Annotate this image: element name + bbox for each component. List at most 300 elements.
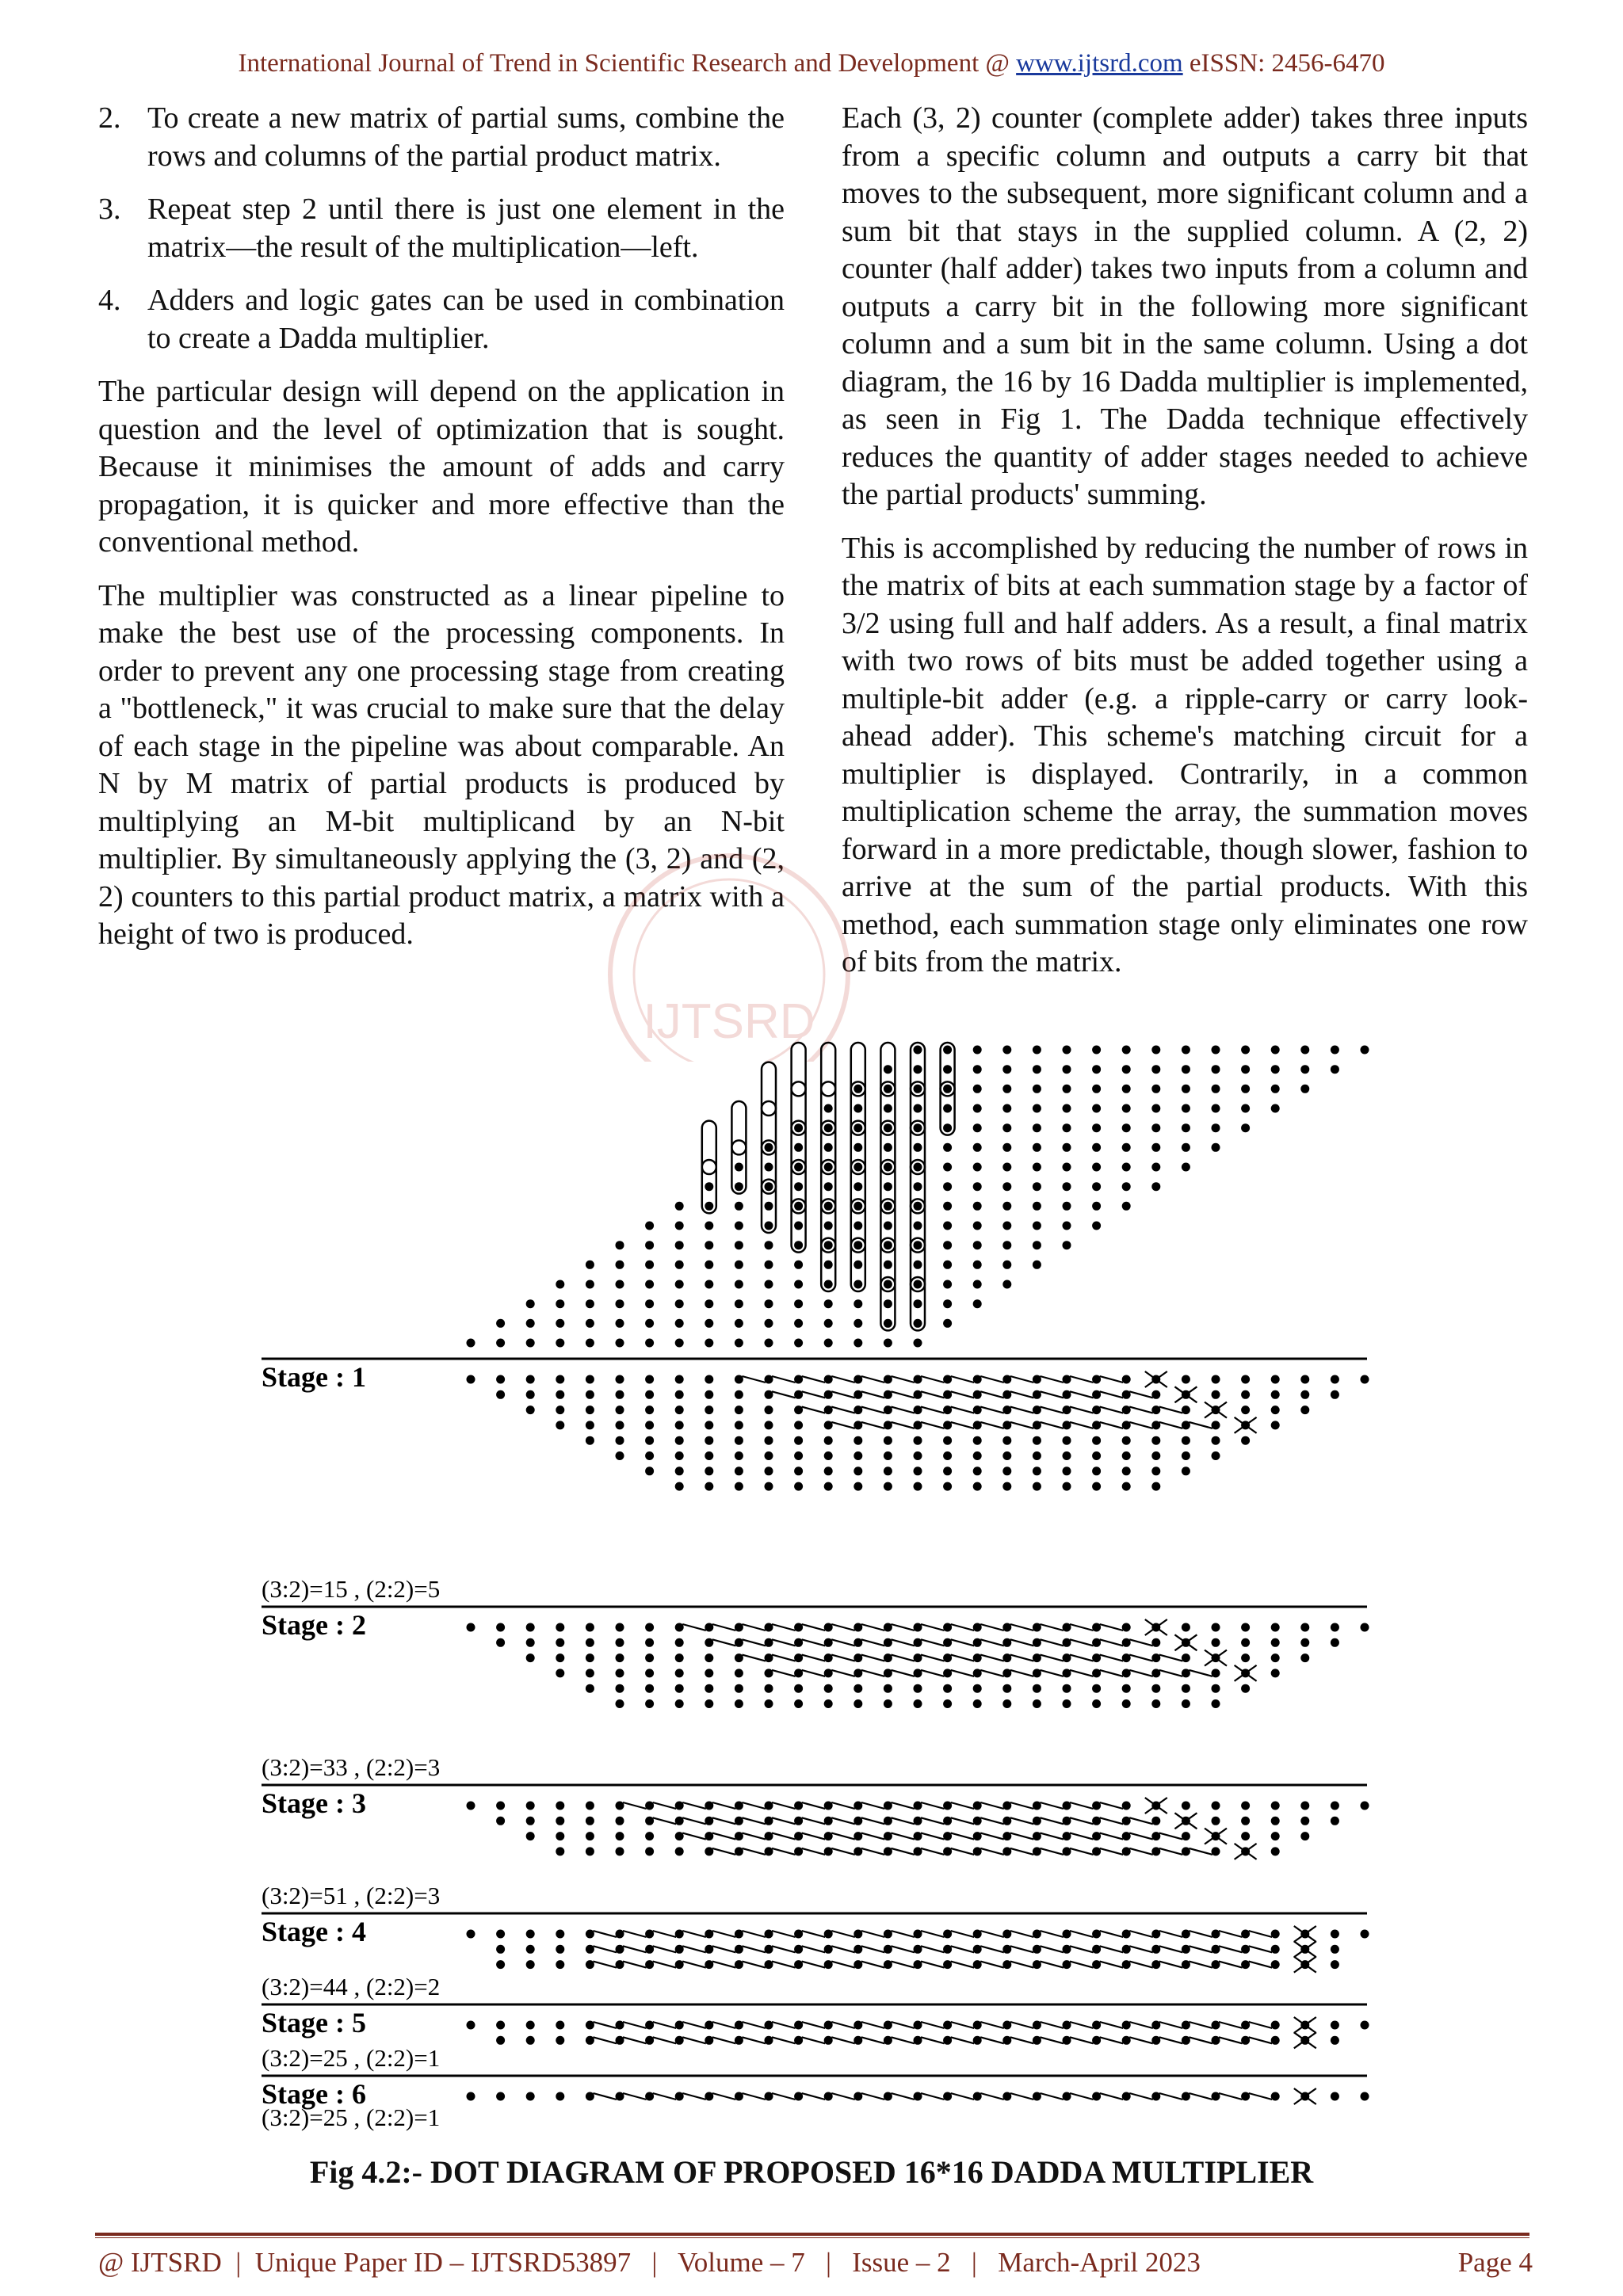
stage-dot bbox=[943, 1451, 952, 1460]
list-text: Adders and logic gates can be used in combination to create a Dadda multiplier. bbox=[147, 284, 785, 355]
stage-dot bbox=[824, 1653, 833, 1662]
stage-dot bbox=[1122, 2021, 1131, 2030]
stage-dot bbox=[1182, 1669, 1190, 1677]
stage-dot bbox=[854, 1684, 862, 1693]
partial-product-dot bbox=[854, 1182, 862, 1191]
stage-dot bbox=[884, 1390, 892, 1399]
stage-dot bbox=[1092, 1832, 1101, 1840]
journal-url-link[interactable]: www.ijtsrd.com bbox=[1016, 49, 1183, 78]
partial-product-dot bbox=[1002, 1065, 1011, 1074]
partial-product-dot bbox=[973, 1163, 982, 1172]
stage-dot bbox=[1063, 1960, 1071, 1969]
stage-dot bbox=[526, 2036, 535, 2045]
stage-dot bbox=[1063, 1482, 1071, 1491]
counter-link bbox=[951, 1376, 975, 1383]
stage-dot bbox=[1241, 1817, 1250, 1825]
stage-dot bbox=[1002, 1817, 1011, 1825]
partial-product-dot bbox=[794, 1222, 803, 1230]
partial-product-dot bbox=[765, 1163, 773, 1172]
counter-link bbox=[1070, 2037, 1094, 2043]
counter-link bbox=[712, 1802, 736, 1809]
partial-product-dot bbox=[675, 1319, 684, 1328]
stage-dot bbox=[705, 1405, 713, 1414]
stage-dot bbox=[616, 1945, 624, 1954]
stage-dot bbox=[735, 1802, 743, 1810]
stage-dot bbox=[1151, 1684, 1160, 1693]
counter-link bbox=[623, 2022, 647, 2028]
stage-dot bbox=[705, 1466, 713, 1475]
stage-dot bbox=[794, 1623, 803, 1632]
counter-link bbox=[1010, 2037, 1034, 2043]
partial-product-dot bbox=[735, 1319, 743, 1328]
stage-dot bbox=[645, 2036, 654, 2045]
counter-link bbox=[1129, 1422, 1153, 1428]
partial-product-dot bbox=[1122, 1085, 1131, 1093]
counter-link bbox=[921, 1962, 945, 1968]
stage-dot bbox=[854, 1847, 862, 1855]
stage-dot bbox=[765, 1436, 773, 1445]
counter-link bbox=[1070, 2022, 1094, 2028]
stage-dot bbox=[1331, 1623, 1339, 1632]
partial-product-dot bbox=[765, 1202, 773, 1211]
counter-link bbox=[772, 1639, 796, 1646]
stage-dot bbox=[616, 1699, 624, 1708]
stage-dot bbox=[1271, 1375, 1280, 1384]
partial-product-dot bbox=[794, 1299, 803, 1308]
counter-link bbox=[1189, 1931, 1212, 1937]
partial-product-dot bbox=[884, 1123, 892, 1132]
stage-dot bbox=[854, 1960, 862, 1969]
partial-product-dot bbox=[884, 1202, 892, 1211]
stage-label: Stage : 4 bbox=[262, 1916, 366, 1947]
stage-dot bbox=[616, 1960, 624, 1969]
partial-product-dot bbox=[943, 1085, 952, 1093]
stage-dot bbox=[914, 1482, 922, 1491]
stage-dot bbox=[735, 1482, 743, 1491]
counter-link bbox=[1010, 1639, 1034, 1646]
counter-link bbox=[891, 2093, 915, 2100]
counter-link bbox=[980, 1624, 1004, 1630]
counter-link bbox=[802, 2037, 826, 2043]
stage-dot bbox=[884, 1436, 892, 1445]
stage-dot bbox=[496, 1960, 505, 1969]
stage-dot bbox=[616, 1638, 624, 1647]
partial-product-dot bbox=[1063, 1046, 1071, 1055]
partial-product-dot bbox=[854, 1261, 862, 1269]
stage-dot bbox=[1182, 1847, 1190, 1855]
partial-product-dot bbox=[884, 1104, 892, 1113]
stage-dot bbox=[586, 1421, 594, 1429]
partial-product-dot bbox=[616, 1339, 624, 1348]
stage-dot bbox=[705, 1802, 713, 1810]
counter-link bbox=[1129, 1931, 1153, 1937]
counter-link bbox=[1100, 1639, 1124, 1646]
stage-dot bbox=[1182, 1405, 1190, 1414]
stage-dot bbox=[1063, 2021, 1071, 2030]
stage-label: Stage : 5 bbox=[262, 2007, 366, 2039]
partial-product-dot bbox=[824, 1280, 833, 1289]
stage-dot bbox=[854, 1421, 862, 1429]
stage-dot bbox=[556, 2092, 564, 2101]
partial-product-dot bbox=[943, 1241, 952, 1249]
stage-dot bbox=[973, 1375, 982, 1384]
stage-dot bbox=[1122, 1684, 1131, 1693]
stage-dot bbox=[1241, 1436, 1250, 1445]
stage-dot bbox=[1331, 1802, 1339, 1810]
stage-dot bbox=[1002, 1684, 1011, 1693]
stage-dot bbox=[1033, 1684, 1041, 1693]
partial-product-dot bbox=[1212, 1065, 1220, 1074]
stage-dot bbox=[1361, 2092, 1369, 2101]
counter-link bbox=[682, 1817, 706, 1824]
counter-link bbox=[1219, 1931, 1243, 1937]
partial-product-dot bbox=[884, 1065, 892, 1074]
partial-product-dot bbox=[1151, 1085, 1160, 1093]
list-item bbox=[98, 282, 785, 357]
counter-link bbox=[802, 2022, 826, 2028]
partial-product-dot bbox=[854, 1241, 862, 1249]
partial-product-dot bbox=[914, 1319, 922, 1328]
partial-product-dot bbox=[675, 1280, 684, 1289]
stage-dot bbox=[1241, 1405, 1250, 1414]
stage-dot bbox=[675, 1653, 684, 1662]
stage-dot bbox=[1033, 1405, 1041, 1414]
stage-dot bbox=[1063, 1638, 1071, 1647]
stage-dot bbox=[1241, 1930, 1250, 1939]
stage-dot bbox=[705, 1945, 713, 1954]
stage-dot bbox=[884, 1405, 892, 1414]
partial-product-dot bbox=[1063, 1123, 1071, 1132]
footer-divider-thin bbox=[95, 2237, 1529, 2238]
counter-link bbox=[1070, 1670, 1094, 1676]
list-item bbox=[98, 100, 785, 175]
stage-dot bbox=[824, 2092, 833, 2101]
counter-link bbox=[1100, 1624, 1124, 1630]
stage-dot bbox=[1122, 1482, 1131, 1491]
partial-product-dot bbox=[943, 1319, 952, 1328]
counter-link bbox=[1249, 2022, 1273, 2028]
stage-dot bbox=[1151, 2036, 1160, 2045]
stage-dot bbox=[794, 1482, 803, 1491]
partial-product-dot bbox=[496, 1319, 505, 1328]
stage-dot bbox=[1002, 1802, 1011, 1810]
partial-product-dot bbox=[1033, 1085, 1041, 1093]
stage-dot bbox=[1092, 1699, 1101, 1708]
stage-dot bbox=[586, 1930, 594, 1939]
stage-dot bbox=[556, 1802, 564, 1810]
stage-dot bbox=[645, 2092, 654, 2101]
stage-dot bbox=[854, 1375, 862, 1384]
dadda-dot-diagram bbox=[0, 1030, 1623, 2147]
counter-link bbox=[1010, 1624, 1034, 1630]
stage-dot bbox=[914, 1390, 922, 1399]
partial-product-dot bbox=[1122, 1163, 1131, 1172]
stage-dot bbox=[943, 1945, 952, 1954]
stage-dot bbox=[854, 1817, 862, 1825]
stage-dot bbox=[1361, 1375, 1369, 1384]
stage-dot bbox=[765, 2092, 773, 2101]
stage-dot bbox=[1151, 1466, 1160, 1475]
counter-link bbox=[921, 1817, 945, 1824]
stage-dot bbox=[824, 1623, 833, 1632]
counter-link bbox=[1070, 1962, 1094, 1968]
stage-dot bbox=[586, 1684, 594, 1693]
stage-dot bbox=[1033, 1945, 1041, 1954]
partial-product-dot bbox=[645, 1339, 654, 1348]
stage-dot bbox=[645, 1623, 654, 1632]
stage-dot bbox=[1241, 1623, 1250, 1632]
counter-link bbox=[891, 1946, 915, 1952]
partial-product-dot bbox=[973, 1065, 982, 1074]
counter-link bbox=[951, 1833, 975, 1840]
stage-dot bbox=[675, 1390, 684, 1399]
counter-group-oval bbox=[702, 1121, 716, 1174]
stage-dot bbox=[675, 2021, 684, 2030]
stage-dot bbox=[1331, 1638, 1339, 1647]
counter-link bbox=[1040, 1962, 1064, 1968]
counter-link bbox=[623, 2093, 647, 2100]
stage-dot bbox=[824, 1482, 833, 1491]
partial-product-dot bbox=[526, 1319, 535, 1328]
counter-link bbox=[861, 2093, 885, 2100]
stage-dot bbox=[824, 1832, 833, 1840]
stage-dot bbox=[735, 1405, 743, 1414]
stage-dot bbox=[1033, 1623, 1041, 1632]
stage-dot bbox=[496, 2036, 505, 2045]
counter-link bbox=[712, 1833, 736, 1840]
partial-product-dot bbox=[765, 1261, 773, 1269]
counter-link bbox=[1159, 1655, 1183, 1661]
stage-dot bbox=[794, 1375, 803, 1384]
stage-dot bbox=[854, 2036, 862, 2045]
partial-product-dot bbox=[884, 1222, 892, 1230]
counter-link bbox=[593, 2022, 617, 2028]
stage-dot bbox=[1241, 2036, 1250, 2045]
counter-link bbox=[921, 1833, 945, 1840]
partial-product-dot bbox=[1271, 1046, 1280, 1055]
stage-dot bbox=[884, 1669, 892, 1677]
stage-dot bbox=[705, 1436, 713, 1445]
stage-dot bbox=[645, 1451, 654, 1460]
partial-product-dot bbox=[586, 1280, 594, 1289]
counter-link bbox=[1249, 1931, 1273, 1937]
partial-product-dot bbox=[735, 1299, 743, 1308]
stage-dot bbox=[1122, 1653, 1131, 1662]
counter-link bbox=[980, 1422, 1004, 1428]
stage-dot bbox=[1033, 1638, 1041, 1647]
partial-product-dot bbox=[1002, 1222, 1011, 1230]
stage-dot bbox=[616, 1653, 624, 1662]
partial-product-dot bbox=[705, 1241, 713, 1249]
counter-link bbox=[861, 1624, 885, 1630]
stage-dot bbox=[1212, 2021, 1220, 2030]
stage-dot bbox=[884, 1930, 892, 1939]
stage-dot bbox=[914, 1945, 922, 1954]
stage-dot bbox=[735, 1960, 743, 1969]
stage-dot bbox=[1092, 1945, 1101, 1954]
stage-dot bbox=[675, 1375, 684, 1384]
partial-product-dot bbox=[1002, 1143, 1011, 1152]
partial-product-dot bbox=[1002, 1163, 1011, 1172]
stage-dot bbox=[824, 1684, 833, 1693]
stage-dot bbox=[973, 1638, 982, 1647]
counter-link bbox=[1040, 1376, 1064, 1383]
counter-link bbox=[980, 1639, 1004, 1646]
counter-link bbox=[951, 1655, 975, 1661]
stage-dot bbox=[675, 1960, 684, 1969]
counter-link bbox=[951, 1624, 975, 1630]
stage-dot bbox=[824, 1930, 833, 1939]
stage-dot bbox=[586, 1375, 594, 1384]
counter-link bbox=[831, 1391, 855, 1398]
counter-link bbox=[831, 1407, 855, 1413]
partial-product-dot bbox=[943, 1143, 952, 1152]
counter-link bbox=[1159, 1848, 1183, 1855]
counter-link bbox=[1070, 1946, 1094, 1952]
stage-dot bbox=[1033, 2021, 1041, 2030]
stage-dot bbox=[854, 1802, 862, 1810]
stage-dot bbox=[496, 1390, 505, 1399]
counter-link bbox=[861, 1817, 885, 1824]
counter-link bbox=[861, 1833, 885, 1840]
stage-dot bbox=[1092, 1653, 1101, 1662]
partial-product-dot bbox=[1033, 1104, 1041, 1113]
stage-dot bbox=[943, 2021, 952, 2030]
stage-dot bbox=[1033, 1375, 1041, 1384]
partial-product-dot bbox=[675, 1339, 684, 1348]
stage-dot bbox=[1063, 1436, 1071, 1445]
partial-product-dot bbox=[914, 1104, 922, 1113]
stage-dot bbox=[914, 1960, 922, 1969]
stage-dot bbox=[1151, 1451, 1160, 1460]
stage-dot bbox=[1271, 1960, 1280, 1969]
counter-link bbox=[1100, 1848, 1124, 1855]
counter-link bbox=[1159, 2022, 1183, 2028]
counter-link bbox=[1129, 1391, 1153, 1398]
stage-dot bbox=[496, 1930, 505, 1939]
partial-product-dot bbox=[914, 1299, 922, 1308]
counter-link bbox=[891, 1817, 915, 1824]
stage-dot bbox=[765, 1375, 773, 1384]
stage-dot bbox=[973, 1832, 982, 1840]
partial-product-dot bbox=[765, 1339, 773, 1348]
stage-dot bbox=[1033, 1847, 1041, 1855]
partial-product-dot bbox=[1063, 1241, 1071, 1249]
stage-dot bbox=[1063, 1390, 1071, 1399]
stage-dot bbox=[1271, 1930, 1280, 1939]
stage-dot bbox=[675, 1930, 684, 1939]
stage-dot bbox=[1241, 1390, 1250, 1399]
partial-product-dot bbox=[735, 1241, 743, 1249]
stage-dot bbox=[1002, 1375, 1011, 1384]
stage-dot bbox=[1033, 1390, 1041, 1399]
stage-dot bbox=[735, 1832, 743, 1840]
partial-product-dot bbox=[705, 1280, 713, 1289]
stage-dot bbox=[526, 1375, 535, 1384]
stage-dot bbox=[854, 2021, 862, 2030]
stage-dot bbox=[1002, 1847, 1011, 1855]
counter-link bbox=[1070, 1407, 1094, 1413]
list-number: 3. bbox=[98, 193, 121, 226]
stage-dot bbox=[526, 1960, 535, 1969]
partial-product-dot bbox=[1002, 1261, 1011, 1269]
counter-link bbox=[1219, 2093, 1243, 2100]
counter-link bbox=[1189, 1670, 1212, 1676]
partial-product-dot bbox=[854, 1280, 862, 1289]
partial-product-dot bbox=[1033, 1065, 1041, 1074]
stage-dot bbox=[616, 1623, 624, 1632]
counter-link bbox=[980, 1833, 1004, 1840]
stage-dot bbox=[735, 1638, 743, 1647]
partial-product-dot bbox=[884, 1280, 892, 1289]
counter-link bbox=[1040, 1802, 1064, 1809]
stage-dot bbox=[1122, 1802, 1131, 1810]
counter-link bbox=[712, 1624, 736, 1630]
counter-link bbox=[980, 1931, 1004, 1937]
counter-link bbox=[653, 2037, 677, 2043]
stage-dot bbox=[1122, 1847, 1131, 1855]
stage-dot bbox=[884, 1421, 892, 1429]
counter-link bbox=[891, 1624, 915, 1630]
counter-link bbox=[1159, 1407, 1183, 1413]
counter-link bbox=[980, 1962, 1004, 1968]
partial-product-dot bbox=[1092, 1202, 1101, 1211]
stage-dot bbox=[914, 1930, 922, 1939]
counter-link bbox=[682, 2093, 706, 2100]
stage-dot bbox=[705, 1817, 713, 1825]
counter-link bbox=[951, 1817, 975, 1824]
counter-link bbox=[1159, 1946, 1183, 1952]
counter-link bbox=[891, 1407, 915, 1413]
stage-dot bbox=[1212, 1945, 1220, 1954]
partial-product-dot bbox=[645, 1241, 654, 1249]
counter-link bbox=[891, 1376, 915, 1383]
stage-counter-count: (3:2)=15 , (2:2)=5 bbox=[262, 1575, 441, 1603]
stage-dot bbox=[645, 1466, 654, 1475]
left-column bbox=[98, 100, 785, 970]
stage-dot bbox=[526, 1405, 535, 1414]
counter-link bbox=[712, 2093, 736, 2100]
partial-product-dot bbox=[467, 1339, 475, 1348]
stage-dot bbox=[556, 1390, 564, 1399]
stage-dot bbox=[645, 1375, 654, 1384]
stage-dot bbox=[735, 2021, 743, 2030]
stage-dot bbox=[973, 1699, 982, 1708]
stage-dot bbox=[1063, 1945, 1071, 1954]
partial-product-dot bbox=[765, 1280, 773, 1289]
counter-link bbox=[1100, 2022, 1124, 2028]
stage-dot bbox=[496, 1375, 505, 1384]
stage-dot bbox=[794, 2092, 803, 2101]
partial-product-dot bbox=[824, 1339, 833, 1348]
stage-dot bbox=[1033, 1653, 1041, 1662]
partial-product-dot bbox=[1212, 1085, 1220, 1093]
stage-dot bbox=[645, 1817, 654, 1825]
counter-link bbox=[891, 1655, 915, 1661]
stage-dot bbox=[705, 1960, 713, 1969]
stage-dot bbox=[586, 1405, 594, 1414]
stage-dot bbox=[1122, 1436, 1131, 1445]
stage-dot bbox=[824, 1699, 833, 1708]
stage-dot bbox=[675, 1405, 684, 1414]
stage-dot bbox=[765, 1684, 773, 1693]
stage-dot bbox=[1212, 1699, 1220, 1708]
counter-link bbox=[861, 1407, 885, 1413]
stage-dot bbox=[854, 1390, 862, 1399]
partial-product-dot bbox=[914, 1182, 922, 1191]
stage-dot bbox=[496, 1623, 505, 1632]
partial-product-dot bbox=[824, 1241, 833, 1249]
